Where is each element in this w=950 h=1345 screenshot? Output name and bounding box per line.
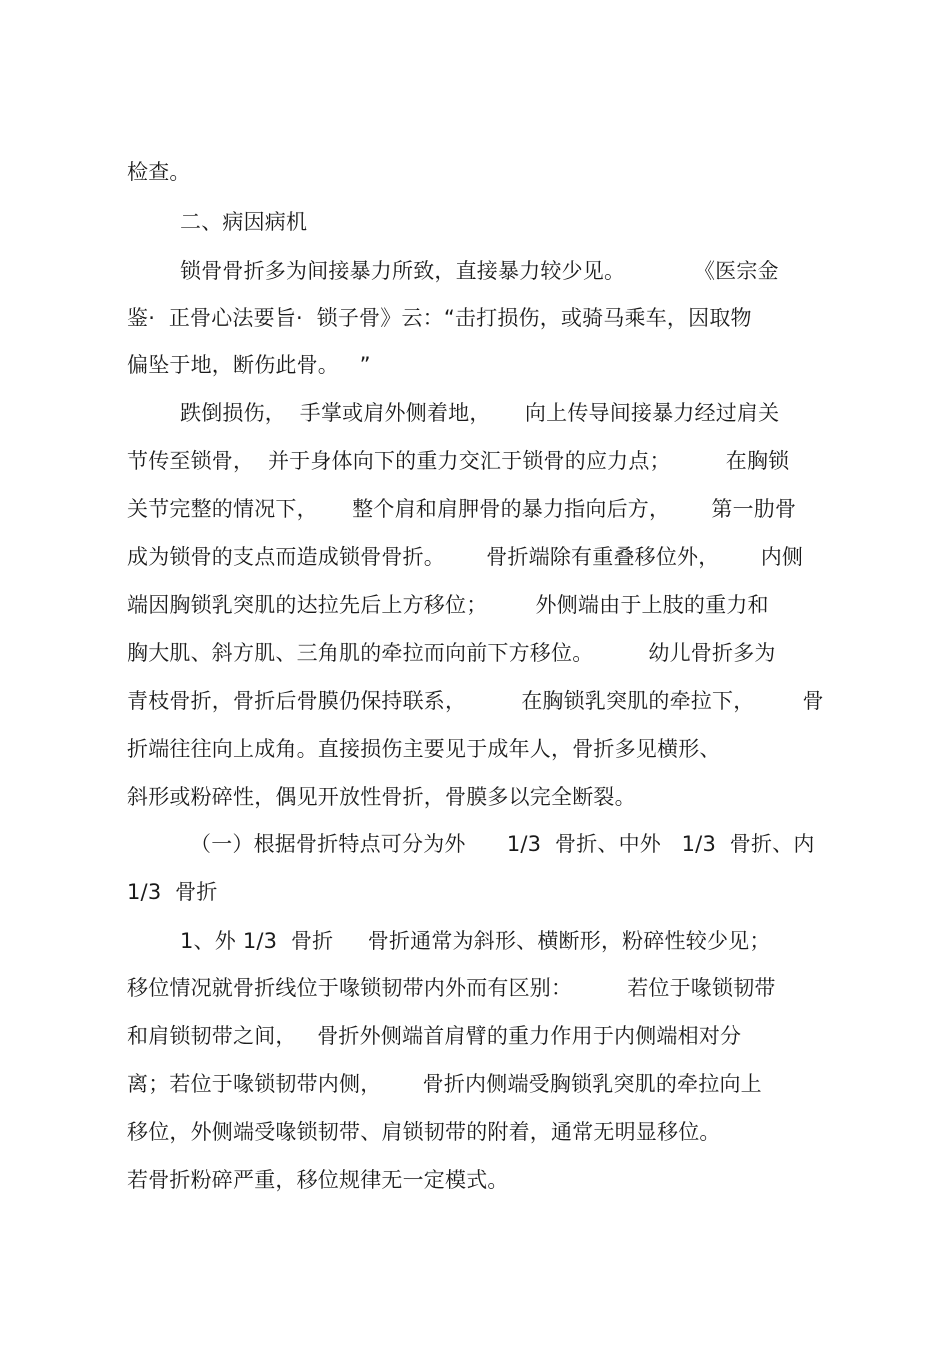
text-line: 锁骨骨折多为间接暴力所致，直接暴力较少见。 《医宗金	[180, 259, 779, 283]
text-line: 斜形或粉碎性，偶见开放性骨折，骨膜多以完全断裂。	[127, 785, 636, 809]
text-line: 偏坠于地，断伤此骨。 ”	[127, 353, 371, 377]
text-line: 1、外 1/3 骨折 骨折通常为斜形、横断形，粉碎性较少见；	[180, 929, 771, 953]
section-heading: 二、病因病机	[180, 210, 308, 234]
text-line: 移位，外侧端受喙锁韧带、肩锁韧带的附着，通常无明显移位。	[127, 1120, 721, 1144]
text-line: 胸大肌、斜方肌、三角肌的牵拉而向前下方移位。 幼儿骨折多为	[127, 641, 776, 665]
text-line: 端因胸锁乳突肌的达拉先后上方移位； 外侧端由于上肢的重力和	[127, 593, 769, 617]
text-line: 节传至锁骨， 并于身体向下的重力交汇于锁骨的应力点； 在胸锁	[127, 449, 790, 473]
text-line: 折端往往向上成角。直接损伤主要见于成年人，骨折多见横形、	[127, 737, 721, 761]
subsection-heading: （一）根据骨折特点可分为外 1/3 骨折、中外 1/3 骨折、内	[190, 832, 815, 856]
text-line: 若骨折粉碎严重，移位规律无一定模式。	[127, 1168, 509, 1192]
text-line: 移位情况就骨折线位于喙锁韧带内外而有区别： 若位于喙锁韧带	[127, 976, 776, 1000]
text-line: 检查。	[127, 160, 191, 184]
text-line: 离；若位于喙锁韧带内侧， 骨折内侧端受胸锁乳突肌的牵拉向上	[127, 1072, 762, 1096]
text-line: 成为锁骨的支点而造成锁骨骨折。 骨折端除有重叠移位外， 内侧	[127, 545, 804, 569]
text-line: 和肩锁韧带之间， 骨折外侧端首肩臂的重力作用于内侧端相对分	[127, 1024, 742, 1048]
text-line: 跌倒损伤， 手掌或肩外侧着地， 向上传导间接暴力经过肩关	[180, 401, 780, 425]
text-line: 关节完整的情况下， 整个肩和肩胛骨的暴力指向后方， 第一肋骨	[127, 497, 797, 521]
text-line: 鉴· 正骨心法要旨· 锁子骨》云：“击打损伤，或骑马乘车，因取物	[127, 306, 752, 330]
text-line: 青枝骨折，骨折后骨膜仍保持联系， 在胸锁乳突肌的牵拉下， 骨	[127, 689, 824, 713]
text-line: 1/3 骨折	[127, 880, 218, 904]
